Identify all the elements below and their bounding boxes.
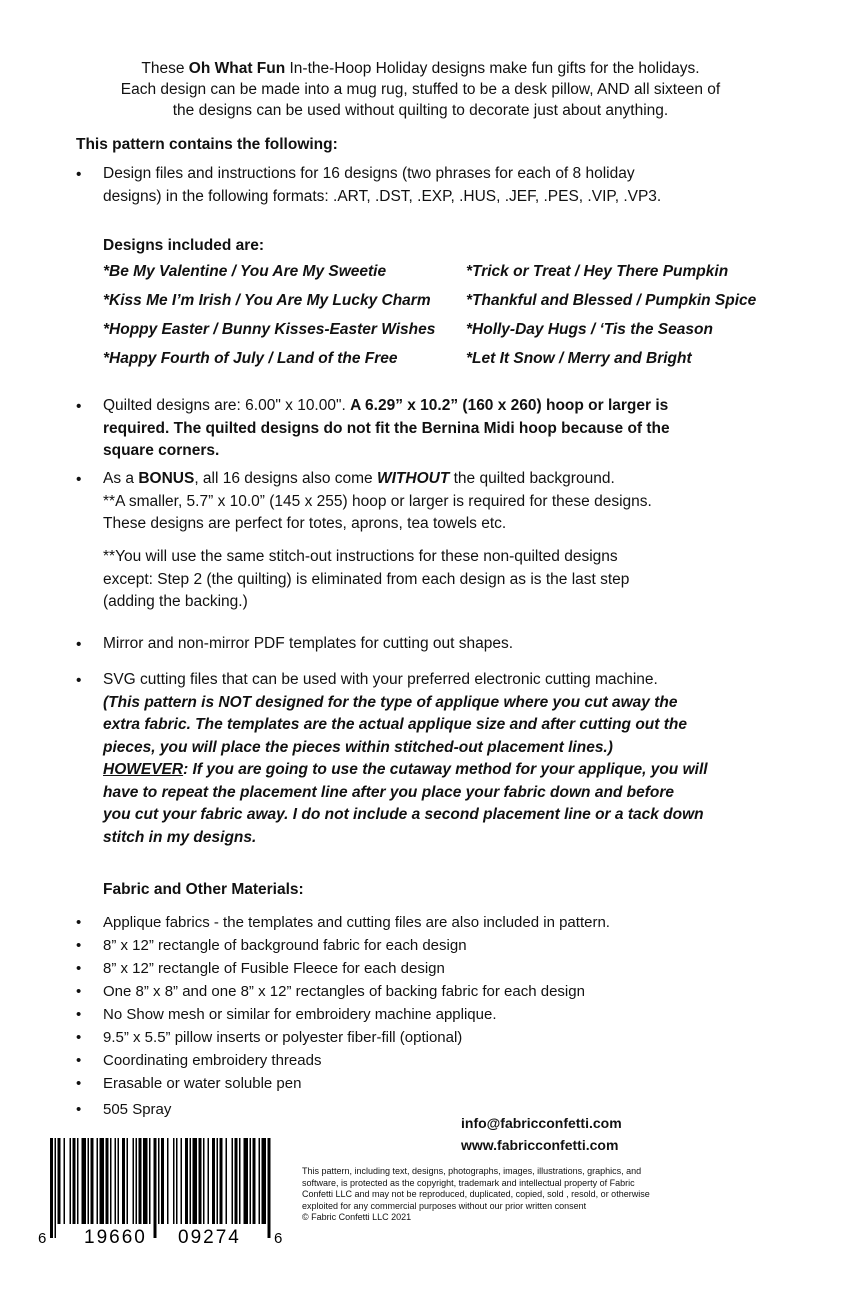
bonus-note: **You will use the same stitch-out instructions for these non-quilted designs except: Step 2 (the quilting) is eliminated from each design as is the last step (adding the backing.) bbox=[103, 548, 630, 610]
barcode-lead-digit: 6 bbox=[38, 1230, 47, 1247]
bullet-dot: • bbox=[76, 166, 82, 183]
contact-email[interactable]: info@fabricconfetti.com bbox=[461, 1115, 622, 1131]
pattern-name: Oh What Fun bbox=[188, 60, 286, 77]
barcode-bar bbox=[88, 1138, 90, 1224]
contact-website[interactable]: www.fabricconfetti.com bbox=[461, 1137, 619, 1153]
barcode-bar bbox=[244, 1138, 249, 1224]
barcode-bar bbox=[239, 1138, 241, 1224]
barcode-bar bbox=[133, 1138, 135, 1224]
barcode-bar bbox=[220, 1138, 223, 1224]
barcode-bar bbox=[259, 1138, 261, 1224]
upc-barcode bbox=[36, 1138, 288, 1248]
designs-heading: Designs included are: bbox=[103, 237, 265, 254]
bullet-dot: • bbox=[76, 471, 82, 488]
design-item: *Trick or Treat / Hey There Pumpkin bbox=[466, 263, 729, 280]
bullet-dot: • bbox=[76, 672, 82, 689]
barcode-bar bbox=[70, 1138, 72, 1224]
barcode-bar bbox=[149, 1138, 151, 1224]
barcode-bar bbox=[91, 1138, 94, 1224]
barcode-bar bbox=[110, 1138, 112, 1224]
design-item: *Thankful and Blessed / Pumpkin Spice bbox=[466, 292, 757, 309]
intro-paragraph bbox=[60, 58, 781, 121]
barcode-bar bbox=[226, 1138, 228, 1224]
bullet-dot: • bbox=[76, 398, 82, 415]
barcode-bar bbox=[193, 1138, 198, 1224]
barcode-bar bbox=[55, 1138, 57, 1238]
barcode-bar bbox=[190, 1138, 192, 1224]
barcode-bar bbox=[73, 1138, 76, 1224]
barcode-bar bbox=[253, 1138, 256, 1224]
barcode-bar bbox=[115, 1138, 117, 1224]
design-item: *Hoppy Easter / Bunny Kisses-Easter Wishes bbox=[103, 321, 436, 338]
bullet-dot: • bbox=[76, 636, 82, 653]
design-item: *Kiss Me I’m Irish / You Are My Lucky Charm bbox=[103, 292, 431, 309]
barcode-bar bbox=[58, 1138, 61, 1224]
design-item: *Holly-Day Hugs / ‘Tis the Season bbox=[466, 321, 713, 338]
barcode-bar bbox=[106, 1138, 109, 1224]
barcode-bar bbox=[82, 1138, 87, 1224]
barcode-bar bbox=[167, 1138, 169, 1224]
barcode-bar bbox=[173, 1138, 175, 1224]
however-label: HOWEVER bbox=[103, 761, 184, 778]
barcode-bar bbox=[139, 1138, 142, 1224]
barcode-bar bbox=[268, 1138, 271, 1238]
barcode-bar bbox=[212, 1138, 215, 1224]
barcode-bar bbox=[232, 1138, 234, 1224]
barcode-bar bbox=[217, 1138, 219, 1224]
svg-item: SVG cutting files that can be used with your preferred electronic cutting machine. (This pattern is NOT designed for the type of applique where you cut away the extra fabric. The templates are the actual applique size and after cutting out the pieces, you will place the pieces within stitched-out placement lines.) HOWEVER: If you are going to use the cutaway method for your applique, you will have to repeat the placement line after you place your fabric down and before you cut your fabric away. I do not include a second placement line or a tack down stitch in my designs. bbox=[103, 671, 708, 846]
barcode-bar bbox=[50, 1138, 53, 1238]
barcode-bars bbox=[50, 1138, 271, 1238]
copyright-notice: This pattern, including text, designs, photographs, images, illustrations, graphics, and software, is protected as the copyright, trademark and intellectual property of Fabric Confetti LLC and may not be reproduced, duplicated, copied, sold , resold, or otherwise exploited for any commercial purposes without our prior written consent © Fabric Confetti LLC 2021 bbox=[302, 1166, 650, 1222]
barcode-bar bbox=[181, 1138, 183, 1224]
barcode-check-digit: 6 bbox=[274, 1230, 283, 1247]
barcode-bar bbox=[235, 1138, 238, 1224]
barcode-bar bbox=[208, 1138, 210, 1224]
barcode-bar bbox=[118, 1138, 120, 1224]
barcode-bar bbox=[64, 1138, 66, 1224]
bonus-item: As a BONUS, all 16 designs also come WITHOUT the quilted background. **A smaller, 5.7” x 10.0” (145 x 255) hoop or larger is required for these designs. These designs are perfect for totes, aprons, tea towels etc. bbox=[103, 470, 652, 532]
pattern-back-cover: These Oh What Fun In-the-Hoop Holiday designs make fun gifts for the holidays. Each design can be made into a mug rug, stuffed to be a desk pillow, AND all sixteen of the designs can be used without quilting to decorate just about anything. This pattern contains the following: • Design files and instructions for 16 designs (two phrases for each of 8 holiday designs) in the following formats: .ART, .DST, .EXP, .HUS, .JEF, .PES, .VIP, .VP3. Designs included are: *Be My Valentine / You Are My Sweetie *Kiss Me I’m Irish / You Are My Lucky Charm *Hoppy Easter / Bunny Kisses-Easter Wishes *Happy Fourth of July / Land of the Free *Trick or Treat / Hey There Pumpkin *Thankful and Blessed / Pumpkin Spice *Holly-Day Hugs / ‘Tis the Season *Let It Snow / Merry and Bright • Quilted designs are: 6.00" x 10.00". A 6.29” x 10.2” (160 x 260) hoop or larger is required. The quilted designs do not fit the Bernina Midi hoop because of the square corners. • As a BONUS, all 16 designs also come WITHOUT the quilted background. **A smaller, 5.7” x 10.0” (145 x 255) hoop or larger is required for these designs. These designs are perfect for totes, aprons, tea towels etc. **You will use the same stitch-out instructions for these non-quilted designs except: Step 2 (the quilting) is eliminated from each design as is the last step (adding the backing.) • Mirror and non-mirror PDF templates for cutting out shapes. • SVG cutting files that can be used with your preferred electronic cutting machine. (This pattern is NOT designed for the type of applique where you cut away the extra fabric. The templates are the actual applique size and after cutting out the pieces, you will place the pieces within stitched-out placement lines.) HOWEVER: If you are going to use the cutaway method for your applique, you will have to repeat the placement line after you place your fabric down and before you cut your fabric away. I do not include a second placement line or a tack down stitch in my designs. Fabric and Other Materials: • Applique fabrics - the templates and cutting files are also included in pattern. • 8” x 12” rectangle of background fabric for each design • 8” x 12” rectangle of Fusible Fleece for each design • One 8” x 8” and one 8” x 12” rectangles of backing fabric for each design • No Show mesh or similar for embroidery machine applique. • 9.5” x 5.5” pillow inserts or polyester fiber-fill (optional) • Coordinating embroidery threads • Erasable or water soluble pen • 505 Spray info@fabricconfetti.com www.fabricconfetti.com 6 19660 09274 6 This pattern, including text, designs, photographs, images, illustrations, graphics, and software, is protected as the copyright, trademark and intellectual property of Fabric Confetti LLC and may not be reproduced, duplicated, copied, sold , resold, or otherwise exploited for any commercial purposes without our prior written consent © Fabric Confetti LLC 2021 bbox=[0, 0, 841, 1300]
barcode-bar bbox=[203, 1138, 205, 1224]
barcode-bar bbox=[154, 1138, 157, 1238]
barcode-bar bbox=[100, 1138, 105, 1224]
quilted-item: Quilted designs are: 6.00" x 10.00". A 6.29” x 10.2” (160 x 260) hoop or larger is required. The quilted designs do not fit the Bernina Midi hoop because of the square corners. bbox=[103, 397, 670, 459]
design-item: *Be My Valentine / You Are My Sweetie bbox=[103, 263, 387, 280]
barcode-bar bbox=[127, 1138, 129, 1224]
design-item: *Let It Snow / Merry and Bright bbox=[466, 350, 692, 367]
barcode-bar bbox=[77, 1138, 79, 1224]
barcode-bar bbox=[199, 1138, 202, 1224]
templates-item: Mirror and non-mirror PDF templates for cutting out shapes. bbox=[103, 635, 514, 652]
barcode-bar bbox=[136, 1138, 138, 1224]
design-files-item: Design files and instructions for 16 designs (two phrases for each of 8 holiday designs) in the following formats: .ART, .DST, .EXP, .HUS, .JEF, .PES, .VIP, .VP3. bbox=[103, 165, 662, 205]
intro-line-1: These Oh What Fun In-the-Hoop Holiday designs make fun gifts for the holidays. bbox=[141, 60, 700, 77]
materials-heading: Fabric and Other Materials: bbox=[103, 881, 304, 898]
barcode-bar bbox=[176, 1138, 178, 1224]
barcode-bar bbox=[158, 1138, 160, 1224]
barcode-left-digits: 19660 bbox=[84, 1227, 147, 1248]
barcode-bar bbox=[185, 1138, 188, 1224]
barcode-bar bbox=[122, 1138, 125, 1224]
intro-line-2: Each design can be made into a mug rug, stuffed to be a desk pillow, AND all sixteen of bbox=[120, 81, 721, 98]
contents-heading: This pattern contains the following: bbox=[76, 136, 338, 153]
barcode-bar bbox=[143, 1138, 148, 1224]
intro-line-3: the designs can be used without quilting to decorate just about anything. bbox=[172, 102, 669, 119]
barcode-bar bbox=[250, 1138, 252, 1224]
barcode-bar bbox=[161, 1138, 164, 1224]
design-item: *Happy Fourth of July / Land of the Free bbox=[103, 350, 398, 367]
barcode-bar bbox=[262, 1138, 267, 1224]
barcode-bar bbox=[97, 1138, 99, 1224]
barcode-right-digits: 09274 bbox=[178, 1227, 241, 1248]
